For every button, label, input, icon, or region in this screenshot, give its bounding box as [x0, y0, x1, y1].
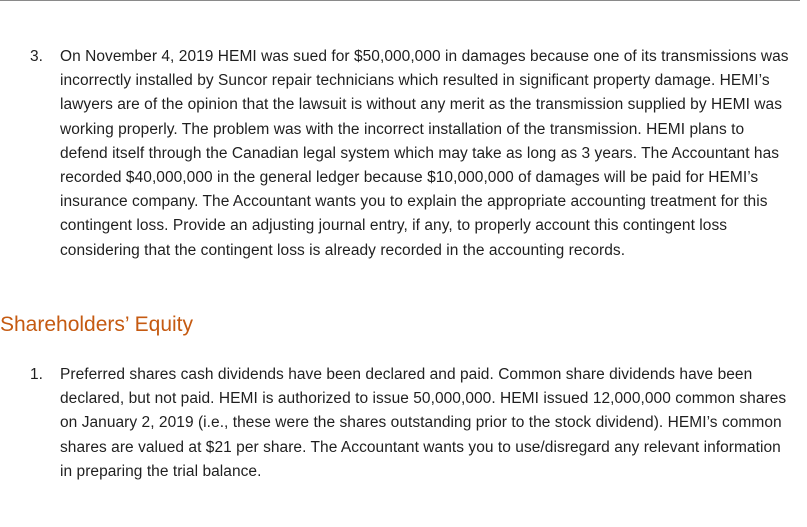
list-item-number: 3.: [30, 48, 43, 65]
contingent-loss-list: [30, 45, 790, 263]
list-item-number: 1.: [30, 366, 43, 383]
top-divider: [0, 0, 800, 1]
shareholders-equity-list: [30, 363, 790, 484]
section-heading: Shareholders’ Equity: [0, 313, 193, 336]
list-item-text: On November 4, 2019 HEMI was sued for $50,000,000 in damages because one of its transmissions was incorrectly installed by Suncor repair technicians which resulted in significant property damage. HEMI’s lawyers are of the opinion that the lawsuit is without any merit as the transmission supplied by HEMI was working properly. The problem was with the incorrect installation of the transmission. HEMI plans to defend itself through the Canadian legal system which may take as long as 3 years. The Accountant has recorded $40,000,000 in the general ledger because $10,000,000 of damages will be paid for HEMI’s insurance company. The Accountant wants you to explain the appropriate accounting treatment for this contingent loss. Provide an adjusting journal entry, if any, to properly account this contingent loss considering that the contingent loss is already recorded in the accounting records.: [60, 48, 789, 259]
list-item: [30, 363, 790, 484]
list-item-text: Preferred shares cash dividends have been declared and paid. Common share dividends have been declared, but not paid. HEMI is authorized to issue 50,000,000. HEMI issued 12,000,000 common shares on January 2, 2019 (i.e., these were the shares outstanding prior to the stock dividend). HEMI’s common shares are valued at $21 per share. The Accountant wants you to use/disregard any relevant information in preparing the trial balance.: [60, 366, 787, 480]
list-item: [30, 45, 790, 263]
